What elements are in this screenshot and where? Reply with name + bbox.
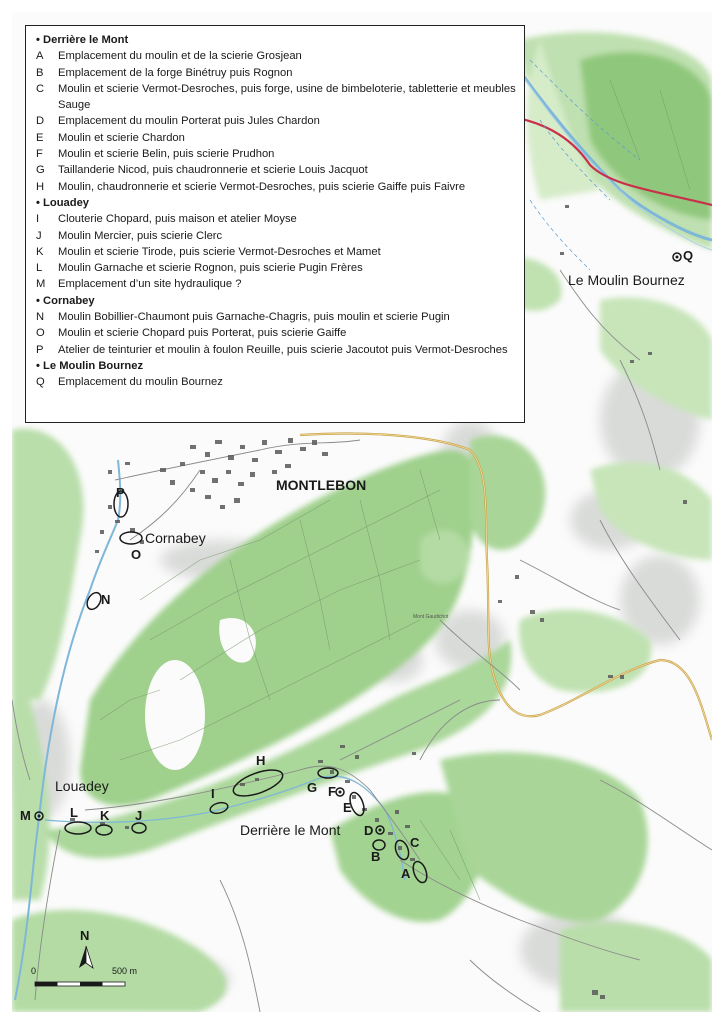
legend-item-text: Emplacement d’un site hydraulique ? [58,278,242,291]
legend-group-title: • Derrière le Mont [36,34,129,46]
legend-item-text: Moulin Mercier, puis scierie Clerc [58,229,223,242]
legend-item-text: Emplacement de la forge Binétruy puis Rognon [58,66,293,79]
summit-label-mont-gaudichot: Mont Gaudichot [413,614,449,620]
legend-item [36,309,516,325]
legend-item-text: Moulin Bobillier-Chaumont puis Garnache-Chagris, puis moulin et scierie Pugin [58,311,450,324]
site-letter-g: G [307,780,318,795]
site-letter-o: O [131,547,142,562]
legend-item [36,374,516,390]
legend-item [36,65,516,81]
legend-group-title: • Le Moulin Bournez [36,359,144,372]
legend-item-text: Moulin, chaudronnerie et scierie Vermot-Desroches, puis scierie Gaiffe puis Faivre [58,180,466,193]
legend-group-title: • Louadey [36,196,90,209]
legend-item [36,113,516,129]
legend-item-letter: K [36,245,44,258]
legend-item-letter: J [36,229,42,242]
legend-item-text: Moulin et scierie Belin, puis scierie Prudhon [58,148,275,161]
site-letter-f: F [328,784,336,799]
hamlet-label-louadey: Louadey [55,778,109,794]
legend-item-letter: G [36,164,45,177]
legend-item [36,325,516,341]
site-letter-m: M [20,808,31,823]
site-letter-k: K [100,808,110,823]
legend-item [36,342,516,358]
site-letter-e: E [343,800,352,815]
legend-item [36,162,516,178]
legend-item-letter: A [36,50,44,63]
legend-item-letter: D [36,115,45,128]
legend-item-text: Moulin et scierie Chopard puis Porterat, puis scierie Gaiffe [58,327,347,340]
legend-item [36,81,516,114]
site-letter-p: P [116,485,125,500]
legend-item-text: Moulin et scierie Tirode, puis scierie Vermot-Desroches et Mamet [58,245,381,258]
legend-group-title: • Cornabey [36,294,95,307]
legend-item [36,244,516,260]
site-letter-n: N [101,592,111,607]
legend-item [36,260,516,276]
legend-item-letter: M [36,278,46,291]
legend-item-letter: B [36,66,44,79]
site-letter-b: B [371,849,381,864]
legend-item-text: Emplacement du moulin Bournez [58,376,223,389]
legend-panel [25,25,525,423]
legend-item-text: Clouterie Chopard, puis maison et atelier Moyse [58,213,297,226]
hamlet-label-cornabey: Cornabey [145,530,206,546]
legend-item-letter: E [36,131,44,144]
hamlet-label-le-moulin-bournez: Le Moulin Bournez [568,272,685,288]
site-letter-l: L [70,805,78,820]
legend-item-letter: O [36,327,45,340]
legend-item [36,211,516,227]
scale-bar [35,982,125,986]
legend-item-letter: P [36,343,44,356]
scale-bar-start-label: 0 [31,966,37,976]
legend-item [36,276,516,292]
site-letter-q: Q [683,248,694,263]
legend-item-text: Moulin Garnache et scierie Rognon, puis scierie Pugin Frères [58,262,363,275]
legend-item-text: Emplacement du moulin Porterat puis Jules Chardon [58,115,320,128]
legend-item-text: Moulin et scierie Chardon [58,131,185,144]
legend-item-letter: F [36,148,43,161]
scale-bar-end-label: 500 m [112,966,138,976]
legend-item-letter: Q [36,376,45,389]
site-letter-d: D [364,823,374,838]
town-label-montlebon: MONTLEBON [276,477,367,493]
site-letter-h: H [256,753,266,768]
legend-item-text: Taillanderie Nicod, puis chaudronnerie et scierie Louis Jacquot [58,164,368,177]
north-arrow-label: N [80,928,90,943]
legend-item-text: Emplacement du moulin et de la scierie Grosjean [58,50,302,63]
legend-item [36,48,516,64]
legend-item-letter: L [36,262,43,275]
site-letter-c: C [410,835,420,850]
site-letter-a: A [401,866,411,881]
legend-item [36,146,516,162]
legend-item-letter: N [36,311,45,324]
legend-item-letter: C [36,82,45,95]
legend-item-text: Atelier de teinturier et moulin à foulon Reuille, puis scierie Jacoutot puis Vermot-Desroches [58,343,508,356]
legend-item [36,228,516,244]
legend-item-letter: I [36,213,40,226]
legend-item [36,130,516,146]
site-letter-j: J [135,808,143,823]
legend-item-text: Moulin et scierie Vermot-Desroches, puis forge, usine de bimbeloterie, tabletterie et meubles Sauge [58,82,516,112]
hamlet-label-derriere-le-mont: Derrière le Mont [240,822,341,838]
site-letter-i: I [211,786,215,801]
legend-item [36,179,516,195]
legend-item-letter: H [36,180,45,193]
